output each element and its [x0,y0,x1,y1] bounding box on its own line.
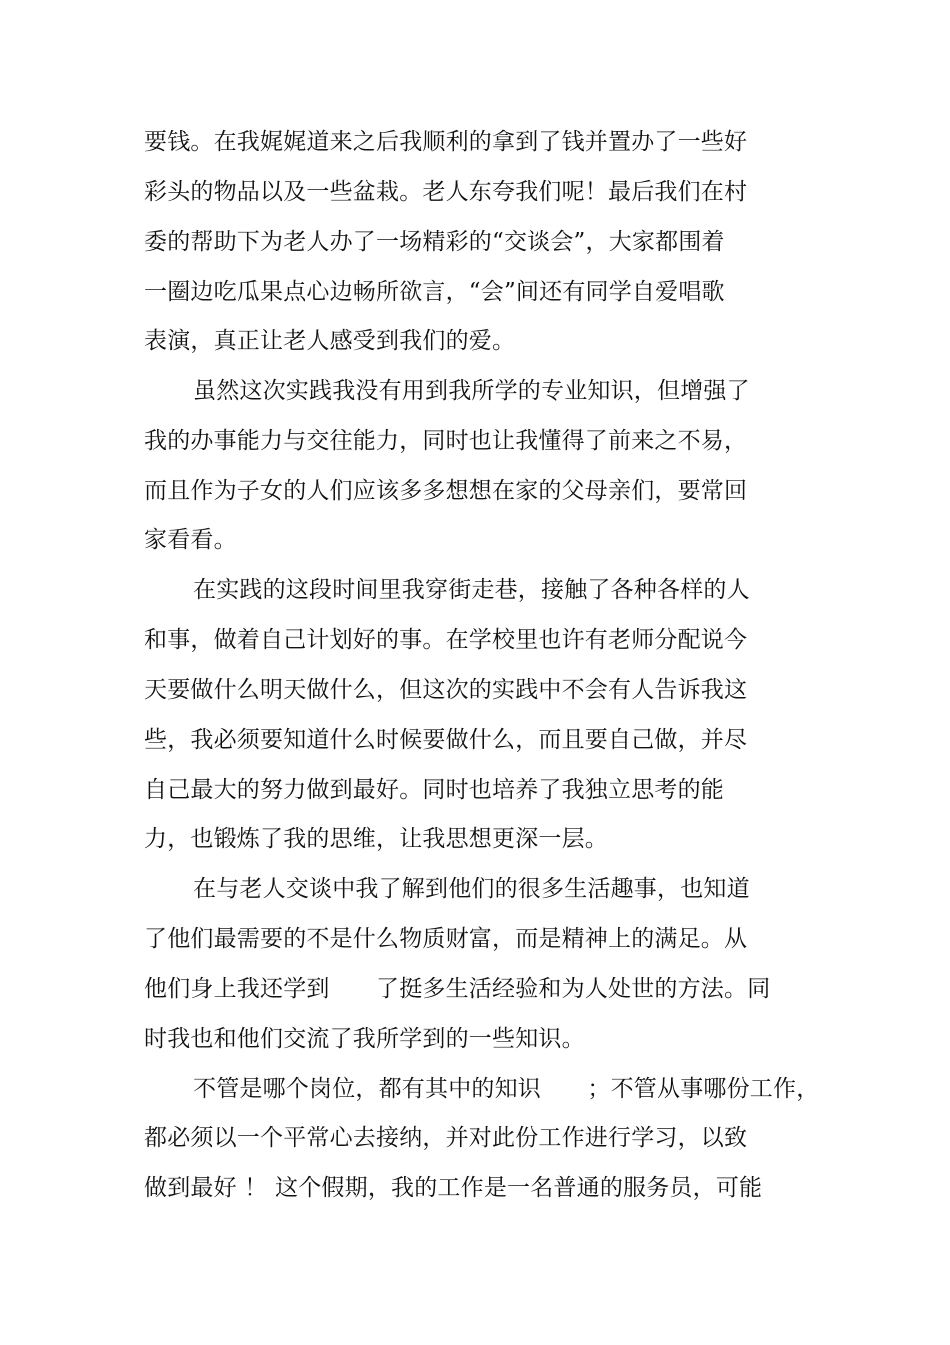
text-line: 了他们最需要的不是什么物质财富，而是精神上的满足。从 [144,926,748,952]
text-line: 自己最大的努力做到最好。同时也培养了我独立思考的能 [144,777,724,803]
text-line: 都必须以一个平常心去接纳，并对此份工作进行学习，以致 [144,1125,748,1151]
text-line: 和事，做着自己计划好的事。在学校里也许有老师分配说今 [144,627,748,653]
text-line: 力，也锻炼了我的思维，让我思想更深一层。 [144,826,608,852]
paragraph-first-line: 不管是哪个岗位，都有其中的知识 ；不管从事哪份工作， [193,1076,820,1102]
text-line: 表演，真正让老人感受到我们的爱。 [144,328,516,354]
text-line: 委的帮助下为老人办了一场精彩的“交谈会”，大家都围着 [144,229,725,255]
text-line: 我的办事能力与交往能力，同时也让我懂得了前来之不易， [144,428,748,454]
text-line: 而且作为子女的人们应该多多想想在家的父母亲们，要常回 [144,478,748,504]
text-line: 一圈边吃瓜果点心边畅所欲言，“会”间还有同学自爱唱歌 [144,279,725,305]
text-line: 要钱。在我娓娓道来之后我顺利的拿到了钱并置办了一些好 [144,129,748,155]
text-line: 时我也和他们交流了我所学到的一些知识。 [144,1026,585,1052]
paragraph-first-line: 在实践的这段时间里我穿街走巷，接触了各种各样的人 [193,577,750,603]
paragraph-first-line: 在与老人交谈中我了解到他们的很多生活趣事，也知道 [193,876,750,902]
text-line: 他们身上我还学到 了挺多生活经验和为人处世的方法。同 [144,976,771,1002]
paragraph-first-line: 虽然这次实践我没有用到我所学的专业知识，但增强了 [193,378,750,404]
text-line: 家看看。 [144,527,237,553]
text-line: 做到最好 ！ 这个假期，我的工作是一名普通的服务员，可能 [144,1175,763,1201]
text-line: 天要做什么明天做什么，但这次的实践中不会有人告诉我这 [144,677,748,703]
text-line: 彩头的物品以及一些盆栽。老人东夸我们呢！最后我们在村 [144,179,748,205]
text-line: 些，我必须要知道什么时候要做什么，而且要自己做，并尽 [144,727,748,753]
